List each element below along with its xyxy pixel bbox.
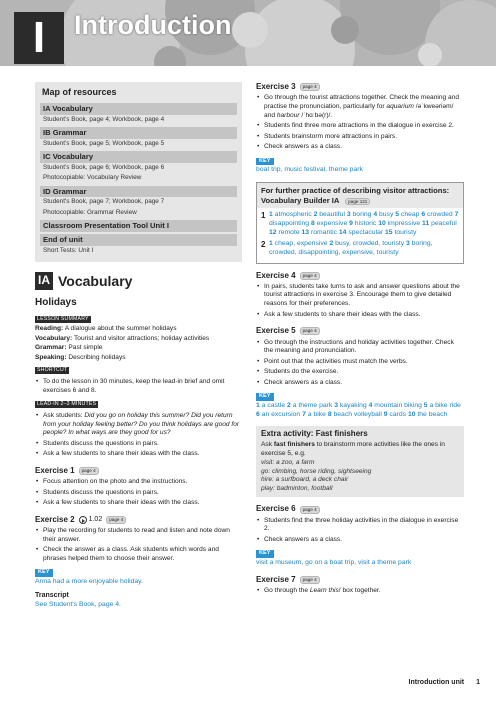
left-column	[35, 82, 242, 610]
exercise-3-list	[256, 94, 464, 151]
section-badge: IA	[35, 272, 53, 290]
exercise-4-heading: Exercise 4 page 4	[256, 271, 464, 281]
answer-row-1: 1 1 atmospheric 2 beautiful 3 boring 4 busy 5 cheap 6 crowded 7 disappointing 8 expensive 9 historic 10 impressive 11 peaceful 12 remote 13 romantic 14 spectacular 15 touristy	[261, 211, 459, 237]
map-section-head: IC Vocabulary	[40, 151, 237, 163]
extra-activity-heading: Extra activity: Fast finishers	[261, 428, 368, 438]
list-item: • Students find the three holiday activities in the dialogue in exercise 2.	[256, 517, 464, 534]
list-item: • Check answers as a class.	[256, 143, 464, 152]
answer-number: 13	[301, 229, 311, 237]
answer-text: beautiful	[319, 211, 347, 219]
answer-number: 3	[346, 211, 353, 219]
answer-list	[269, 211, 459, 237]
answer-list	[269, 240, 459, 258]
answer-number: 3	[406, 239, 412, 247]
lesson-summary-tag: LESSON SUMMARY	[37, 316, 89, 323]
map-section-head: End of unit	[40, 234, 237, 246]
answer-text: busy, crowded, touristy	[335, 239, 407, 247]
example-line: play: badminton, football	[261, 484, 333, 492]
transcript-reference: See Student's Book, page 4.	[35, 600, 121, 608]
answer-text: impressive	[387, 220, 423, 228]
key-badge: KEY	[256, 158, 274, 165]
answer-number: 1	[269, 239, 275, 247]
lesson-title: Holidays	[35, 297, 77, 309]
answer-number: 2	[329, 239, 336, 247]
list-item: • Check answers as a class.	[256, 536, 464, 545]
map-section-head: IA Vocabulary	[40, 103, 237, 115]
answer-number: 11	[422, 220, 432, 228]
answer-number: 2	[313, 211, 320, 219]
further-practice-heading: For further practice of describing visitor attractions: Vocabulary Builder IA page 121	[257, 183, 463, 208]
answer-number: 5	[423, 401, 430, 409]
answer-row-2: 2 1 cheap, expensive 2 busy, crowded, touristy 3 boring, crowded, disappointing, expensive, touristy	[261, 240, 459, 258]
track-number: 1.02	[88, 516, 103, 524]
map-section-line: Student's Book, page 7; Workbook, page 7	[43, 198, 165, 206]
list-item: • Ask a few students to share their ideas with the class.	[256, 311, 464, 320]
list-item: • Ask students: Did you go on holiday this summer? Did you return from your holiday feeling better? Do you think holidays are good for people? In what ways are they good for us?	[35, 412, 242, 438]
answer-text: touristy	[394, 229, 417, 237]
exercise-7-list	[256, 587, 464, 596]
answer-text: spectacular	[348, 229, 386, 237]
map-section-head: ID Grammar	[40, 186, 237, 198]
page-reference: page 4	[106, 516, 126, 524]
list-item: • Students find three more attractions in the dialogue in exercise 2.	[256, 122, 464, 131]
answer-text: crowded	[427, 211, 455, 219]
summary-reading: Reading: A dialogue about the summer holidays	[35, 325, 177, 333]
exercise-5-heading: Exercise 5 page 4	[256, 326, 464, 336]
list-item: • Focus attention on the photo and the instructions.	[35, 478, 242, 487]
answer-text: the beach	[417, 410, 448, 418]
transcript-heading: Transcript	[35, 591, 69, 599]
answer-text: romantic	[310, 229, 339, 237]
exercise-3-heading: Exercise 3 page 4	[256, 82, 464, 92]
answer-text: a theme park	[292, 401, 335, 409]
answer-text: disappointing	[269, 220, 311, 228]
answer-text: atmospheric	[274, 211, 314, 219]
summary-grammar: Grammar: Past simple	[35, 344, 103, 352]
exercise-5-list	[256, 339, 464, 388]
answer-number: 9	[349, 220, 355, 228]
further-practice-box	[256, 182, 464, 263]
key-answer: visit a museum, go on a boat trip, visit a theme park	[256, 558, 412, 566]
answer-text: boring	[352, 211, 374, 219]
list-item: • In pairs, students take turns to ask and answer questions about the tourist attractions in exercise 3. Encourage them to give detailed reasons for their preferences.	[256, 283, 464, 309]
list-item: • Ask a few students to share their ideas with the class.	[35, 450, 242, 459]
exercise-6-list	[256, 517, 464, 545]
audio-icon	[79, 516, 87, 524]
shortcut-tag: SHORTCUT	[37, 367, 68, 374]
list-item: • Play the recording for students to read and listen and note down their answer.	[35, 527, 242, 544]
page-reference: page 4	[300, 506, 320, 514]
map-section-line: Student's Book, page 5; Workbook, page 5	[43, 139, 165, 147]
answer-text: remote	[278, 229, 302, 237]
summary-vocabulary: Vocabulary: Tourist and visitor attractions; holiday activities	[35, 334, 210, 342]
summary-speaking: Speaking: Describing holidays	[35, 353, 126, 361]
key-answer: boat trip, music festival, theme park	[256, 166, 363, 174]
answer-number: 7	[302, 410, 308, 418]
answer-number: 8	[327, 410, 334, 418]
exercise-1-list	[35, 478, 242, 508]
answer-text: cards	[389, 410, 408, 418]
answer-text: mountain biking	[374, 401, 424, 409]
map-section-line: Student's Book, page 4; Workbook, page 4	[43, 115, 165, 123]
list-item: • To do the lesson in 30 minutes, keep the lead-in brief and omit exercises 6 and 8.	[35, 378, 242, 395]
right-column	[256, 82, 464, 598]
answer-number: 9	[383, 410, 390, 418]
answer-number: 6	[421, 211, 428, 219]
answer-number: 4	[373, 211, 379, 219]
exercise-4-list	[256, 283, 464, 319]
answer-number: 1	[256, 401, 262, 409]
further-practice-answers	[257, 208, 463, 262]
map-section-line: Photocopiable: Vocabulary Review	[43, 174, 142, 182]
lead-in-list	[35, 412, 242, 459]
answer-text: cheap	[400, 211, 422, 219]
exercise-2-list	[35, 527, 242, 563]
list-item: • Point out that the activities must match the verbs.	[256, 358, 464, 367]
key-badge: KEY	[256, 550, 274, 557]
list-item: • Ask a few students to share their ideas with the class.	[35, 499, 242, 508]
answer-text: a bike ride	[429, 401, 461, 409]
page-footer	[409, 678, 480, 687]
page-reference: page 4	[300, 272, 320, 280]
shortcut-list	[35, 378, 242, 395]
example-line: hire: a surfboard, a deck chair	[261, 476, 349, 484]
list-item: • Check the answer as a class. Ask students which words and phrases helped them to choose their answer.	[35, 546, 242, 563]
map-section-line: Photocopiable: Grammar Review	[43, 208, 137, 216]
answer-number: 7	[454, 211, 459, 219]
key-answer: Anna had a more enjoyable holiday.	[35, 578, 143, 586]
map-section-head: Classroom Presentation Tool Unit I	[40, 220, 237, 232]
example-line: go: climbing, horse riding, sightseeing	[261, 467, 372, 475]
answer-number: 15	[385, 229, 395, 237]
page-reference: page 121	[345, 198, 370, 206]
exercise-1-heading: Exercise 1 page 4	[35, 466, 242, 476]
map-section-line: Student's Book, page 6; Workbook, page 6	[43, 163, 165, 171]
page-reference: page 4	[300, 327, 320, 335]
answer-number: 4	[368, 401, 375, 409]
answer-text: kayaking	[339, 401, 369, 409]
unit-header-banner	[0, 0, 496, 66]
example-line: visit: a zoo, a farm	[261, 459, 315, 467]
answer-text: an excursion	[261, 410, 303, 418]
extra-activity-instruction: Ask fast finishers to brainstorm more activities like the ones in exercise 5, e.g.	[261, 440, 445, 457]
answer-number: 12	[269, 229, 279, 237]
answer-text: beach volleyball	[333, 410, 384, 418]
page-reference: page 4	[300, 576, 320, 584]
list-item: • Check answers as a class.	[256, 379, 464, 388]
footer-label: Introduction unit	[408, 678, 465, 686]
answer-number: 8	[310, 220, 317, 228]
key-badge: KEY	[35, 569, 53, 576]
answer-text: boring, crowded, disappointing, expensive, touristy	[269, 239, 433, 256]
answer-text: a bike	[307, 410, 328, 418]
answer-text: peaceful	[431, 220, 457, 228]
map-section-line: Short Tests: Unit I	[43, 246, 94, 254]
answer-number: 14	[338, 229, 349, 237]
answer-number: 10	[407, 410, 418, 418]
answer-text: a castle	[261, 401, 287, 409]
exercise-6-heading: Exercise 6 page 4	[256, 504, 464, 514]
key-answer	[256, 402, 464, 420]
list-item: • Go through the instructions and holiday activities together. Check the meaning and pronunciation.	[256, 339, 464, 356]
list-item: • Students discuss the questions in pairs.	[35, 489, 242, 498]
unit-number-box: I	[14, 12, 64, 64]
answer-text: historic	[354, 220, 379, 228]
section-title: Vocabulary	[58, 273, 133, 290]
answer-text: busy	[379, 211, 396, 219]
page-reference: page 4	[300, 83, 320, 91]
list-item: • Go through the Learn this! box together.	[256, 587, 464, 596]
section-heading	[35, 272, 242, 290]
map-of-resources	[35, 82, 242, 262]
answer-number: 6	[256, 410, 262, 418]
answer-number: 1	[269, 211, 275, 219]
key-badge: KEY	[256, 393, 274, 400]
answer-number: 3	[334, 401, 340, 409]
list-item: • Students do the exercise.	[256, 368, 464, 377]
map-title: Map of resources	[42, 87, 117, 97]
list-item: • Go through the tourist attractions together. Check the meaning and practise the pronunciation, particularly for aquarium /əˈkweəriəm/ and harbour /ˈhɑːbə(r)/.	[256, 94, 464, 120]
exercise-2-heading: Exercise 2 1.02 page 4	[35, 515, 242, 525]
list-item: • Students brainstorm more attractions in pairs.	[256, 133, 464, 142]
answer-number: 2	[286, 401, 293, 409]
answer-text: cheap, expensive	[274, 239, 330, 247]
map-section-head: IB Grammar	[40, 127, 237, 139]
lead-in-tag: LEAD-IN 2–3 MINUTES	[37, 401, 97, 408]
answer-text: expensive	[316, 220, 350, 228]
answer-number: 5	[395, 211, 401, 219]
exercise-7-heading: Exercise 7 page 4	[256, 575, 464, 585]
page-number: 1	[476, 678, 480, 686]
list-item: • Students discuss the questions in pairs.	[35, 440, 242, 449]
unit-title: Introduction	[74, 10, 232, 40]
answer-number: 10	[378, 220, 388, 228]
page-reference: page 4	[79, 467, 99, 475]
extra-activity-box	[256, 426, 464, 498]
